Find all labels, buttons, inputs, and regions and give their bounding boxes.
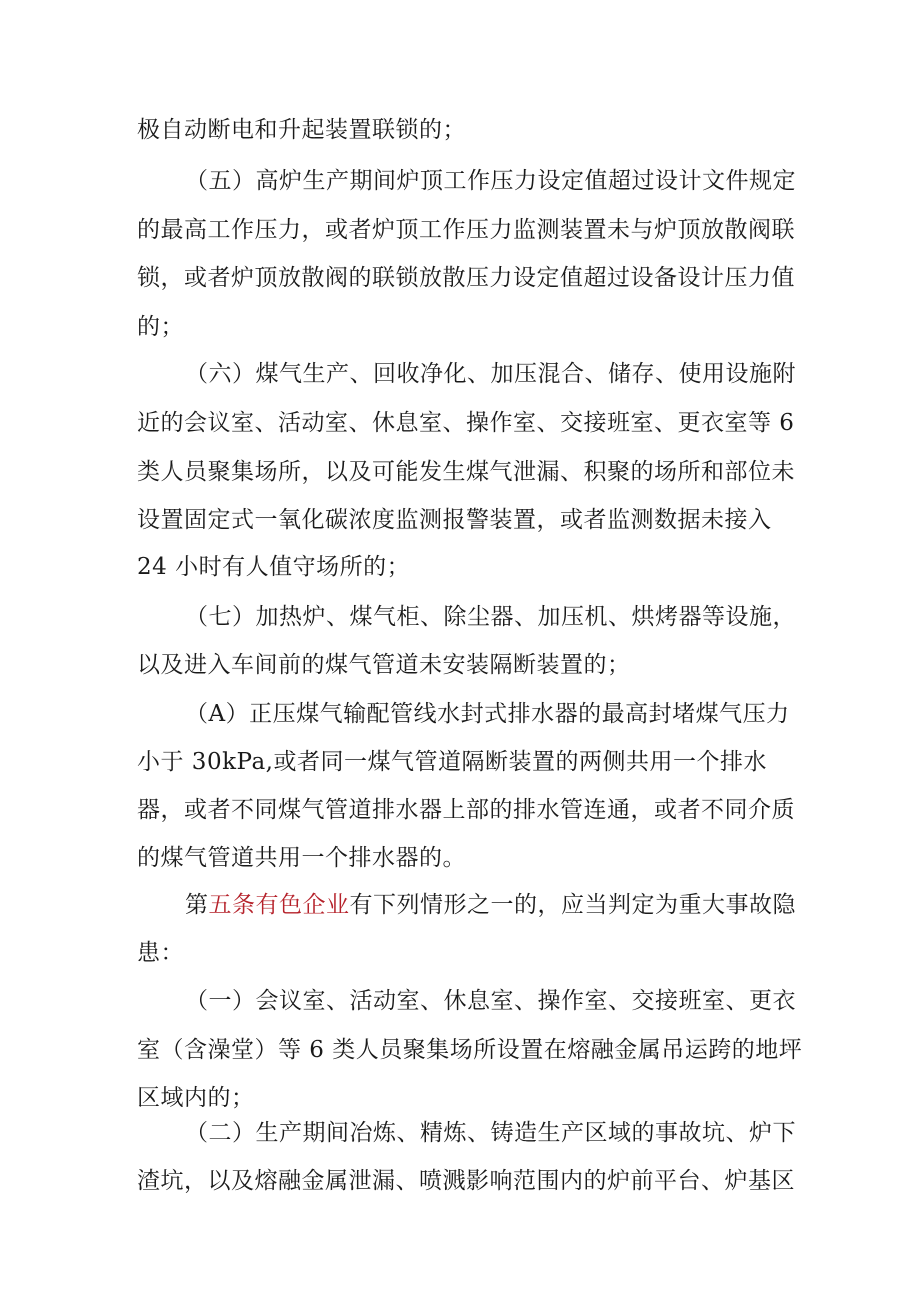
text-line: 小于 30kPa,或者同一煤气管道隔断装置的两侧共用一个排水 [137,749,767,775]
text-line: 的； [137,314,184,340]
text-line: 极自动断电和升起装置联锁的； [137,117,466,143]
text-line: 患： [137,940,184,966]
text-line: （二）生产期间冶炼、精炼、铸造生产区域的事故坑、炉下 [185,1120,796,1146]
article-prefix: 第 [185,892,209,918]
text-line: 以及进入车间前的煤气管道未安装隔断装置的； [137,652,631,678]
text-line: 近的会议室、活动室、休息室、操作室、交接班室、更衣室等 6 [137,410,795,436]
article-suffix: 有下列情形之一的，应当判定为重大事故隐 [349,892,796,918]
text-line: 类人员聚集场所，以及可能发生煤气泄漏、积聚的场所和部位未 [137,459,795,485]
text-line: 的最高工作压力，或者炉顶工作压力监测装置未与炉顶放散阀联 [137,217,795,243]
article-5-heading [185,890,796,920]
text-line: 器，或者不同煤气管道排水器上部的排水管连通，或者不同介质 [137,797,795,823]
text-line: 24 小时有人值守场所的； [137,554,411,580]
text-line: （五）高炉生产期间炉顶工作压力设定值超过设计文件规定 [185,168,796,194]
text-line: 锁，或者炉顶放散阀的联锁放散压力设定值超过设备设计压力值 [137,265,795,291]
text-line: 渣坑，以及熔融金属泄漏、喷溅影响范围内的炉前平台、炉基区 [137,1168,795,1194]
text-line: （一）会议室、活动室、休息室、操作室、交接班室、更衣 [185,988,796,1014]
text-line: 室（含澡堂）等 6 类人员聚集场所设置在熔融金属吊运跨的地坪 [137,1037,803,1063]
highlighted-article-title: 五条有色企业 [208,892,350,918]
text-line: 的煤气管道共用一个排水器的。 [137,845,466,871]
text-line: 设置固定式一氧化碳浓度监测报警装置，或者监测数据未接入 [137,507,772,533]
text-line: （六）煤气生产、回收净化、加压混合、储存、使用设施附 [185,361,796,387]
text-line: （七）加热炉、煤气柜、除尘器、加压机、烘烤器等设施， [185,604,796,630]
text-line: （A）正压煤气输配管线水封式排水器的最高封堵煤气压力 [185,701,790,727]
text-line: 区域内的； [137,1085,255,1111]
